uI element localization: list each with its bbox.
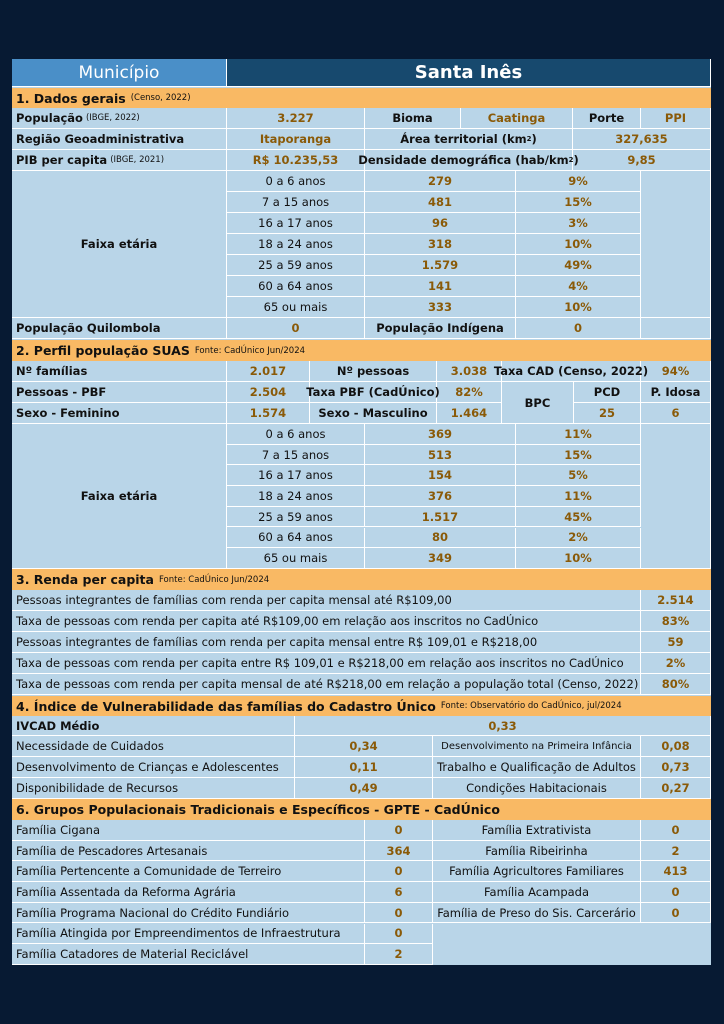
faixa-range: 60 a 64 anos: [227, 528, 365, 549]
faixa-etaria-spacer-1: [641, 171, 711, 318]
faixa-range: 7 a 15 anos: [227, 445, 365, 466]
faixa-range: 16 a 17 anos: [227, 213, 365, 234]
area-label-close: ): [531, 132, 537, 146]
ivcad-dimension-label: Necessidade de Cuidados: [12, 736, 295, 757]
faixa-range: 18 a 24 anos: [227, 486, 365, 507]
faixa-count: 141: [365, 276, 516, 297]
renda-row-value: 2%: [641, 653, 711, 674]
porte-label: Porte: [573, 108, 641, 129]
faixa-percent: 10%: [516, 297, 641, 318]
faixa-range: 65 ou mais: [227, 548, 365, 569]
ivcad-dimension-value: 0,08: [641, 736, 711, 757]
ivcad-dimension-value: 0,27: [641, 778, 711, 799]
feminino-label: Sexo - Feminino: [12, 403, 227, 424]
densidade-value: 9,85: [573, 150, 711, 171]
section-4-title: 4. Índice de Vulnerabilidade das famílias do Cadastro Único: [16, 698, 436, 714]
ivcad-label: IVCAD Médio: [12, 716, 295, 736]
area-label-text: Área territorial (km: [400, 132, 527, 146]
renda-row-label: Taxa de pessoas com renda per capita entre R$ 109,01 e R$218,00 em relação aos inscritos no CadÚnico: [12, 653, 641, 674]
faixa-percent: 9%: [516, 171, 641, 192]
pib-label-text: PIB per capita: [16, 153, 108, 167]
gpte-group-label: Família Assentada da Reforma Agrária: [12, 882, 365, 903]
bpc-label: BPC: [502, 382, 574, 424]
p-idosa-label: P. Idosa: [641, 382, 711, 403]
faixa-count: 80: [365, 528, 516, 549]
pib-value: R$ 10.235,53: [227, 150, 365, 171]
faixa-percent: 2%: [516, 528, 641, 549]
faixa-percent: 4%: [516, 276, 641, 297]
renda-row-value: 59: [641, 632, 711, 653]
densidade-label-close: ): [573, 153, 579, 167]
gpte-group-value: 0: [365, 924, 433, 945]
faixa-count: 513: [365, 445, 516, 466]
gpte-group-value: 2: [641, 841, 711, 862]
indigena-value: 0: [516, 318, 641, 339]
gpte-group-label: Família de Pescadores Artesanais: [12, 841, 365, 862]
section-2-title: 2. Perfil população SUAS: [16, 343, 190, 358]
faixa-range: 25 a 59 anos: [227, 507, 365, 528]
populacao-source: (IBGE, 2022): [85, 113, 140, 123]
faixa-count: 318: [365, 234, 516, 255]
ivcad-dimension-label: Desenvolvimento na Primeira Infância: [433, 736, 641, 757]
ivcad-value: 0,33: [295, 716, 711, 736]
indigena-label: População Indígena: [365, 318, 516, 339]
faixa-etaria-label-1: Faixa etária: [12, 171, 227, 318]
gpte-group-label: Família Pertencente a Comunidade de Terreiro: [12, 861, 365, 882]
ivcad-dimension-label: Trabalho e Qualificação de Adultos: [433, 757, 641, 778]
gpte-group-label: Família de Preso do Sis. Carcerário: [433, 903, 641, 924]
gpte-group-value: 0: [365, 820, 433, 841]
densidade-label-text: Densidade demográfica (hab/km: [358, 153, 569, 167]
data-sheet: [12, 59, 711, 965]
populacao-label-text: População: [16, 111, 83, 125]
section-1-title: 1. Dados gerais: [16, 90, 126, 106]
p-idosa-value: 6: [641, 403, 711, 424]
ivcad-dimension-label: Desenvolvimento de Crianças e Adolescentes: [12, 757, 295, 778]
faixa-percent: 10%: [516, 234, 641, 255]
renda-row-label: Pessoas integrantes de famílias com renda per capita mensal entre R$ 109,01 e R$218,00: [12, 632, 641, 653]
faixa-percent: 11%: [516, 486, 641, 507]
renda-row-value: 83%: [641, 611, 711, 632]
faixa-count: 279: [365, 171, 516, 192]
ivcad-dimension-label: Condições Habitacionais: [433, 778, 641, 799]
gpte-group-label: Família Programa Nacional do Crédito Fundiário: [12, 903, 365, 924]
faixa-count: 154: [365, 465, 516, 486]
renda-row-value: 80%: [641, 674, 711, 695]
faixa-percent: 3%: [516, 213, 641, 234]
ivcad-dimension-value: 0,34: [295, 736, 433, 757]
faixa-range: 65 ou mais: [227, 297, 365, 318]
gpte-group-label: Família Atingida por Empreendimentos de Infraestrutura: [12, 924, 365, 945]
faixa-percent: 11%: [516, 424, 641, 445]
indigena-spacer: [641, 318, 711, 339]
gpte-group-label: Família Agricultores Familiares: [433, 861, 641, 882]
renda-row-value: 2.514: [641, 590, 711, 611]
familias-label: Nº famílias: [12, 361, 227, 382]
gpte-group-label: Família Extrativista: [433, 820, 641, 841]
faixa-percent: 15%: [516, 192, 641, 213]
faixa-percent: 5%: [516, 465, 641, 486]
regiao-value: Itaporanga: [227, 129, 365, 150]
pib-source: (IBGE, 2021): [110, 155, 165, 165]
pessoas-value: 3.038: [437, 361, 502, 382]
gpte-group-label: Família Catadores de Material Reciclável: [12, 944, 365, 965]
section-4-header: [12, 696, 711, 716]
familias-value: 2.017: [227, 361, 310, 382]
gpte-group-value: 0: [641, 820, 711, 841]
populacao-value: 3.227: [227, 108, 365, 129]
ivcad-dimension-value: 0,11: [295, 757, 433, 778]
faixa-range: 0 a 6 anos: [227, 171, 365, 192]
feminino-value: 1.574: [227, 403, 310, 424]
section-2-header: [12, 340, 711, 361]
pessoas-label: Nº pessoas: [310, 361, 437, 382]
faixa-range: 18 a 24 anos: [227, 234, 365, 255]
section-4-source: Fonte: Observatório do CadÚnico, jul/2024: [440, 701, 622, 711]
regiao-label: Região Geoadministrativa: [12, 129, 227, 150]
gpte-group-label: Família Cigana: [12, 820, 365, 841]
section-1-header: [12, 88, 711, 108]
gpte-group-value: 364: [365, 841, 433, 862]
ivcad-dimension-value: 0,73: [641, 757, 711, 778]
area-label: Área territorial (km 2 ): [365, 129, 573, 150]
faixa-count: 1.517: [365, 507, 516, 528]
pcd-value: 25: [574, 403, 641, 424]
gpte-group-value: 413: [641, 861, 711, 882]
ivcad-dimension-value: 0,49: [295, 778, 433, 799]
section-6-title: 6. Grupos Populacionais Tradicionais e Específicos - GPTE - CadÚnico: [16, 802, 500, 817]
faixa-range: 7 a 15 anos: [227, 192, 365, 213]
renda-row-label: Pessoas integrantes de famílias com renda per capita mensal até R$109,00: [12, 590, 641, 611]
faixa-percent: 49%: [516, 255, 641, 276]
renda-row-label: Taxa de pessoas com renda per capita até R$109,00 em relação aos inscritos no CadÚnico: [12, 611, 641, 632]
faixa-count: 333: [365, 297, 516, 318]
faixa-etaria-spacer-2: [641, 424, 711, 569]
faixa-percent: 45%: [516, 507, 641, 528]
municipio-label: Município: [12, 59, 227, 87]
faixa-range: 0 a 6 anos: [227, 424, 365, 445]
faixa-etaria-label-2: Faixa etária: [12, 424, 227, 569]
gpte-group-value: 2: [365, 944, 433, 965]
quilombola-label: População Quilombola: [12, 318, 227, 339]
gpte-group-value: 6: [365, 882, 433, 903]
faixa-count: 349: [365, 548, 516, 569]
ivcad-dimension-label: Disponibilidade de Recursos: [12, 778, 295, 799]
gpte-group-value: 0: [365, 903, 433, 924]
pbf-label: Pessoas - PBF: [12, 382, 227, 403]
populacao-label: [12, 108, 227, 129]
faixa-range: 16 a 17 anos: [227, 465, 365, 486]
faixa-range: 25 a 59 anos: [227, 255, 365, 276]
densidade-label: Densidade demográfica (hab/km 2 ): [365, 150, 573, 171]
bioma-label: Bioma: [365, 108, 461, 129]
renda-row-label: Taxa de pessoas com renda per capita mensal de até R$218,00 em relação a população total (Censo, 2022): [12, 674, 641, 695]
faixa-count: 376: [365, 486, 516, 507]
taxa-cad-label: Taxa CAD (Censo, 2022): [502, 361, 641, 382]
municipio-name: Santa Inês: [227, 59, 711, 87]
faixa-count: 1.579: [365, 255, 516, 276]
gpte-group-label: Família Acampada: [433, 882, 641, 903]
bioma-value: Caatinga: [461, 108, 573, 129]
pcd-label: PCD: [574, 382, 641, 403]
faixa-count: 96: [365, 213, 516, 234]
section-3-source: Fonte: CadÚnico Jun/2024: [158, 574, 270, 585]
section-2-source: Fonte: CadÚnico Jun/2024: [194, 345, 306, 356]
taxa-cad-value: 94%: [641, 361, 711, 382]
gpte-group-value: 0: [641, 903, 711, 924]
taxa-pbf-value: 82%: [437, 382, 502, 403]
gpte-group-label: Família Ribeirinha: [433, 841, 641, 862]
taxa-pbf-label: Taxa PBF (CadÚnico): [310, 382, 437, 403]
masculino-label: Sexo - Masculino: [310, 403, 437, 424]
porte-value: PPI: [641, 108, 711, 129]
quilombola-value: 0: [227, 318, 365, 339]
faixa-percent: 10%: [516, 548, 641, 569]
masculino-value: 1.464: [437, 403, 502, 424]
faixa-range: 60 a 64 anos: [227, 276, 365, 297]
gpte-group-value: 0: [365, 861, 433, 882]
gpte-group-value: 0: [641, 882, 711, 903]
section-3-header: [12, 569, 711, 590]
faixa-count: 369: [365, 424, 516, 445]
pib-label: [12, 150, 227, 171]
section-3-title: 3. Renda per capita: [16, 572, 154, 587]
area-value: 327,635: [573, 129, 711, 150]
faixa-count: 481: [365, 192, 516, 213]
section-1-source: (Censo, 2022): [130, 93, 191, 103]
pbf-value: 2.504: [227, 382, 310, 403]
section-6-header: [12, 799, 711, 820]
faixa-percent: 15%: [516, 445, 641, 466]
